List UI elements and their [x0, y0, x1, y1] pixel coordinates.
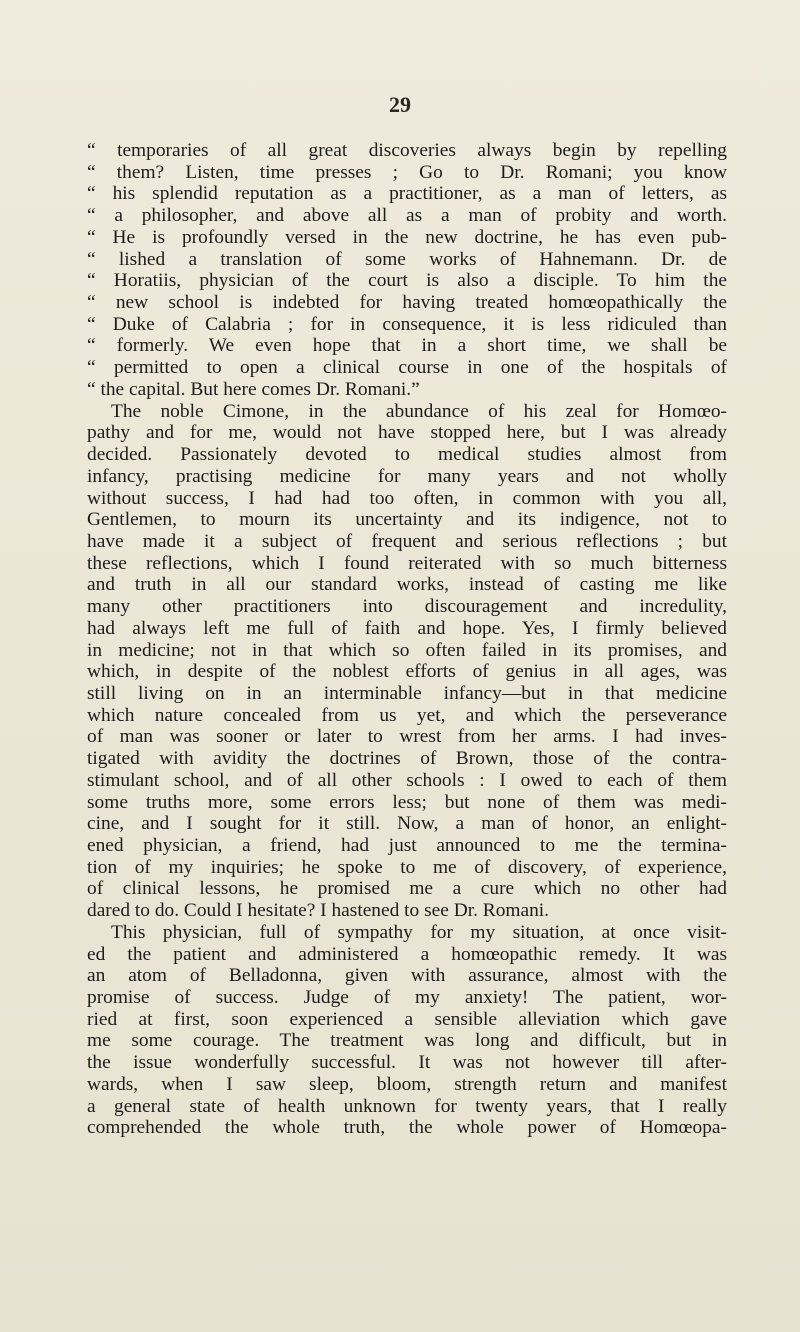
text-line: of man was sooner or later to wrest from her arms. I had inves- [87, 726, 727, 748]
text-line: in medicine; not in that which so often failed in its promises, and [87, 639, 727, 661]
text-line: promise of success. Judge of my anxiety! The patient, wor- [87, 987, 727, 1009]
text-line: The noble Cimone, in the abundance of his zeal for Homœo- [111, 400, 727, 422]
text-line: had always left me full of faith and hope. Yes, I firmly believed [87, 617, 727, 639]
text-line: “ temporaries of all great discoveries always begin by repelling [87, 140, 727, 161]
text-line: “ a philosopher, and above all as a man of probity and worth. [87, 205, 727, 227]
text-line: wards, when I saw sleep, bloom, strength return and manifest [87, 1073, 727, 1095]
text-line: tion of my inquiries; he spoke to me of discovery, of experience, [87, 856, 727, 878]
text-line: decided. Passionately devoted to medical studies almost from [87, 444, 727, 466]
text-line: many other practitioners into discouragement and incredulity, [87, 596, 727, 618]
body-text [87, 140, 727, 1139]
text-line: infancy, practising medicine for many years and not wholly [87, 465, 727, 487]
text-line: “ his splendid reputation as a practitioner, as a man of letters, as [87, 183, 727, 205]
text-line: dared to do. Could I hesitate? I hastened to see Dr. Romani. [87, 900, 550, 922]
text-line: which nature concealed from us yet, and which the perseverance [87, 704, 727, 726]
text-line: “ Duke of Calabria ; for in consequence, it is less ridiculed than [87, 313, 727, 335]
text-line: ened physician, a friend, had just announced to me the termina- [87, 835, 727, 856]
text-line: have made it a subject of frequent and serious reflections ; but [87, 530, 727, 552]
text-line: ried at first, soon experienced a sensible alleviation which gave [87, 1008, 727, 1030]
page-number: 29 [389, 92, 411, 117]
text-line: “ them? Listen, time presses ; Go to Dr. Romani; you know [87, 161, 727, 183]
text-line: “ the capital. But here comes Dr. Romani.” [87, 378, 420, 400]
text-line: of clinical lessons, he promised me a cure which no other had [87, 878, 727, 900]
text-line: tigated with avidity the doctrines of Brown, those of the contra- [87, 748, 727, 770]
text-line: “ permitted to open a clinical course in one of the hospitals of [87, 357, 727, 379]
text-line: the issue wonderfully successful. It was not however till after- [87, 1052, 727, 1074]
text-line: “ new school is indebted for having treated homœopathically the [87, 292, 727, 314]
text-line: cine, and I sought for it still. Now, a man of honor, an enlight- [87, 813, 727, 835]
text-line: an atom of Belladonna, given with assurance, almost with the [87, 965, 727, 987]
text-line: stimulant school, and of all other schools : I owed to each of them [87, 769, 727, 791]
text-line: “ He is profoundly versed in the new doctrine, he has even pub- [87, 226, 727, 248]
text-line: pathy and for me, would not have stopped here, but I was already [87, 422, 727, 444]
text-line: “ lished a translation of some works of Hahnemann. Dr. de [87, 248, 727, 270]
text-line: which, in despite of the noblest efforts of genius in all ages, was [87, 661, 727, 683]
text-line: still living on in an interminable infancy—but in that medicine [87, 682, 727, 704]
text-line: This physician, full of sympathy for my situation, at once visit- [111, 921, 727, 943]
text-line: “ formerly. We even hope that in a short time, we shall be [87, 335, 727, 357]
text-line: Gentlemen, to mourn its uncertainty and its indigence, not to [87, 509, 727, 531]
text-line: “ Horatiis, physician of the court is also a disciple. To him the [87, 270, 727, 292]
text-line: a general state of health unknown for twenty years, that I really [87, 1095, 727, 1117]
text-line: without success, I had had too often, in common with you all, [87, 487, 727, 509]
text-line: ed the patient and administered a homœopathic remedy. It was [87, 943, 727, 965]
text-line: comprehended the whole truth, the whole power of Homœopa- [87, 1117, 727, 1139]
text-line: me some courage. The treatment was long and difficult, but in [87, 1030, 727, 1052]
text-line: some truths more, some errors less; but none of them was medi- [87, 791, 727, 813]
text-line: and truth in all our standard works, instead of casting me like [87, 574, 727, 596]
text-line: these reflections, which I found reiterated with so much bitterness [87, 552, 727, 574]
